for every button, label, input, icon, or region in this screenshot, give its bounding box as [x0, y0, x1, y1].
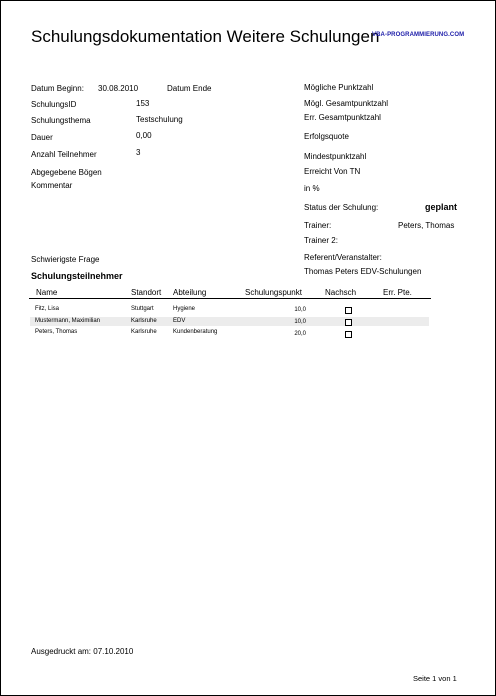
table-row-name: Peters, Thomas	[35, 329, 78, 335]
anzahl-teilnehmer-label: Anzahl Teilnehmer	[31, 150, 97, 159]
table-row-punkte: 10,0	[294, 319, 306, 325]
nachsch-checkbox[interactable]	[345, 319, 352, 326]
report-title: Schulungsdokumentation Weitere Schulungen	[31, 27, 380, 46]
status-label: Status der Schulung:	[304, 203, 379, 212]
brand-logo-text: VBA-PROGRAMMIERUNG.COM	[372, 32, 465, 38]
mindestpunktzahl-label: Mindestpunktzahl	[304, 152, 367, 161]
table-row-standort: Stuttgart	[131, 306, 154, 312]
anzahl-teilnehmer-value: 3	[136, 148, 141, 157]
status-value: geplant	[425, 202, 458, 212]
table-row-standort: Karlsruhe	[131, 318, 157, 324]
moegliche-punktzahl-label: Mögliche Punktzahl	[304, 83, 374, 92]
kommentar-label: Kommentar	[31, 181, 73, 190]
col-header-name: Name	[36, 288, 58, 297]
col-header-schulungspunkt: Schulungspunkt	[245, 288, 302, 297]
table-row-punkte: 10,0	[294, 307, 306, 313]
dauer-value: 0,00	[136, 131, 152, 140]
table-header-divider	[29, 298, 431, 299]
nachsch-checkbox[interactable]	[345, 331, 352, 338]
referent-label: Referent/Veranstalter:	[304, 253, 382, 262]
trainer-label: Trainer:	[304, 221, 332, 230]
schulungs-id-label: SchulungsID	[31, 100, 77, 109]
err-gesamtpunktzahl-label: Err. Gesamtpunktzahl	[304, 113, 381, 122]
table-row-name: Mustermann, Maximilian	[35, 318, 101, 324]
trainer2-label: Trainer 2:	[304, 236, 338, 245]
table-row-name: Fitz, Lisa	[35, 306, 60, 312]
col-header-abteilung: Abteilung	[173, 288, 207, 297]
abgegebene-boegen-label: Abgegebene Bögen	[31, 168, 102, 177]
col-header-standort: Standort	[131, 288, 162, 297]
erreicht-von-tn-label: Erreicht Von TN	[304, 167, 361, 176]
nachsch-checkbox[interactable]	[345, 307, 352, 314]
erfolgsquote-label: Erfolgsquote	[304, 132, 349, 141]
schulungs-id-value: 153	[136, 99, 150, 108]
dauer-label: Dauer	[31, 133, 53, 142]
col-header-err-pte: Err. Pte.	[383, 288, 412, 297]
schulungsthema-value: Testschulung	[136, 115, 183, 124]
table-row-standort: Karlsruhe	[131, 329, 157, 335]
page-number: Seite 1 von 1	[413, 674, 457, 683]
moegl-gesamtpunktzahl-label: Mögl. Gesamtpunktzahl	[304, 99, 389, 108]
trainer-value: Peters, Thomas	[398, 221, 455, 230]
referent-value: Thomas Peters EDV-Schulungen	[304, 267, 422, 276]
datum-beginn-label: Datum Beginn:	[31, 84, 84, 93]
datum-ende-label: Datum Ende	[167, 84, 212, 93]
schulungsteilnehmer-heading: Schulungsteilnehmer	[31, 271, 123, 281]
table-row-abteilung: Kundenberatung	[173, 329, 218, 335]
in-prozent-label: in %	[304, 184, 320, 193]
schwierigste-frage-label: Schwierigste Frage	[31, 255, 100, 264]
table-row-abteilung: EDV	[173, 318, 186, 324]
schulungsthema-label: Schulungsthema	[31, 116, 91, 125]
datum-beginn-value: 30.08.2010	[98, 84, 139, 93]
col-header-nachsch: Nachsch	[325, 288, 357, 297]
table-row-abteilung: Hygiene	[173, 306, 196, 312]
ausgedruckt-am: Ausgedruckt am: 07.10.2010	[31, 647, 134, 656]
table-row-punkte: 20,0	[294, 331, 306, 337]
